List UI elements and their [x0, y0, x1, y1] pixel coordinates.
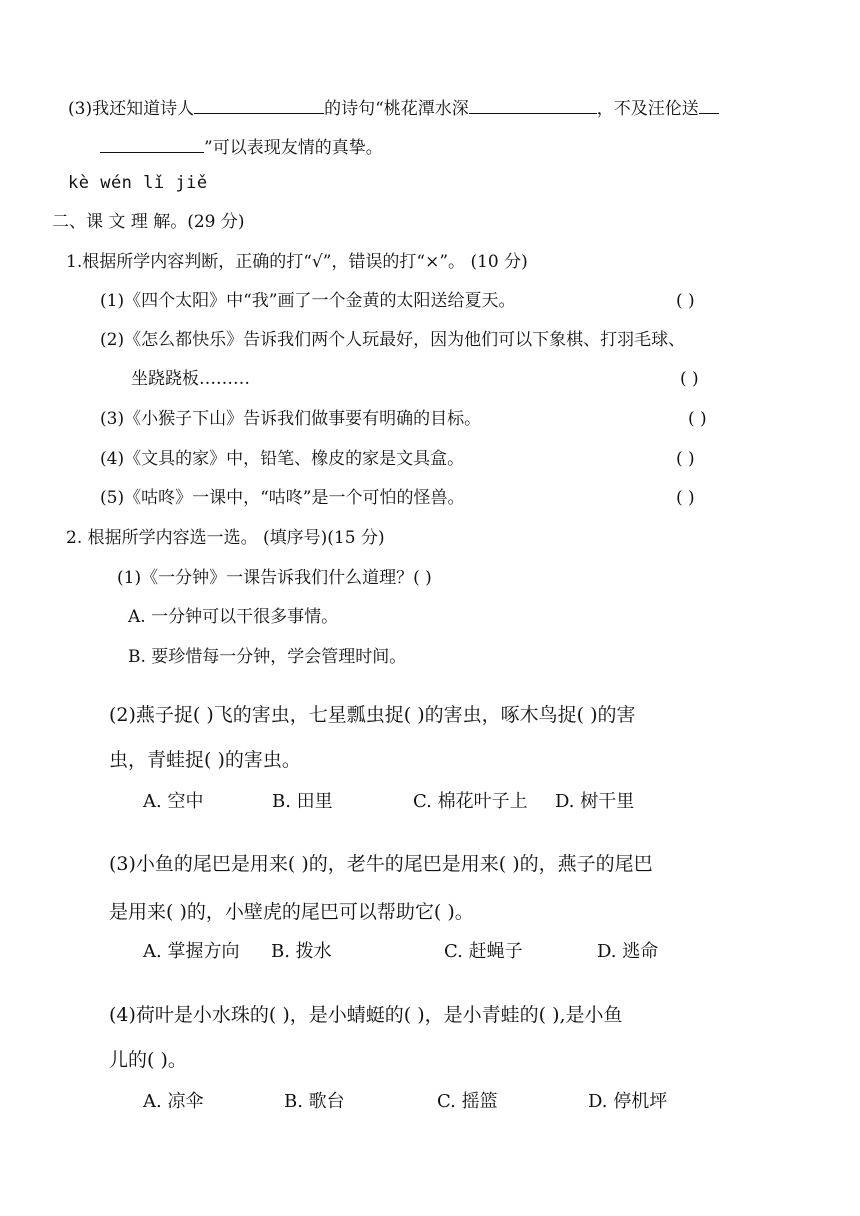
answer-blank-verse-2[interactable] — [100, 136, 204, 153]
choice-question-2-cont: 虫，青蛙捉( )的害虫。 — [109, 749, 301, 771]
answer-paren-2[interactable]: ( ) — [680, 369, 699, 389]
fill-blank-question-3 — [68, 97, 719, 118]
option-d: D. 停机坪 — [588, 1091, 668, 1112]
question-text: 的诗句“桃花潭水深 — [324, 99, 469, 119]
option-a: A. 凉伞 — [143, 1091, 204, 1112]
fill-blank-question-3-cont — [100, 136, 383, 157]
choice-question-4: (4)荷叶是小水珠的( )，是小蜻蜓的( )，是小青蛙的( ),是小鱼 — [109, 1004, 623, 1026]
choice-question-4-cont: 儿的( )。 — [109, 1049, 187, 1071]
choice-question-3-cont: 是用来( )的，小壁虎的尾巴可以帮助它( )。 — [109, 901, 474, 923]
option-c: C. 摇篮 — [437, 1091, 498, 1112]
choice-question-2: (2)燕子捉( )飞的害虫，七星瓢虫捉( )的害虫，啄木鸟捉( )的害 — [109, 704, 636, 726]
judge-item-4: (4)《文具的家》中，铅笔、橡皮的家是文具盒。 — [100, 449, 465, 469]
question-text: ”可以表现友情的真挚。 — [204, 138, 383, 158]
option-c: C. 棉花叶子上 — [413, 791, 528, 812]
choice-option-a: A. 一分钟可以干很多事情。 — [128, 607, 339, 627]
answer-paren-4[interactable]: ( ) — [676, 449, 695, 469]
question-text: ，不及汪伦送 — [596, 99, 699, 119]
answer-blank-verse-1[interactable] — [469, 97, 597, 114]
option-c: C. 赶蝇子 — [444, 941, 523, 962]
answer-paren-5[interactable]: ( ) — [676, 488, 695, 508]
answer-paren-1[interactable]: ( ) — [676, 291, 695, 311]
choice-question-1: (1)《一分钟》一课告诉我们什么道理？( ) — [117, 568, 432, 588]
judge-item-2: (2)《怎么都快乐》告诉我们两个人玩最好，因为他们可以下象棋、打羽毛球、 — [100, 330, 686, 350]
option-a: A. 空中 — [143, 791, 204, 812]
option-b: B. 歌台 — [284, 1091, 345, 1112]
question-text: (3)我还知道诗人 — [68, 99, 195, 119]
section-heading: 二、课 文 理 解。(29 分) — [52, 212, 245, 232]
judge-item-1: (1)《四个太阳》中“我”画了一个金黄的太阳送给夏天。 — [100, 291, 516, 311]
question-1-title: 1.根据所学内容判断，正确的打“√”，错误的打“×”。 (10 分) — [66, 252, 528, 272]
option-b: B. 田里 — [272, 791, 333, 812]
option-b: B. 拨水 — [271, 941, 332, 962]
question-2-title: 2. 根据所学内容选一选。 (填序号)(15 分) — [66, 528, 385, 548]
judge-item-3: (3)《小猴子下山》告诉我们做事要有明确的目标。 — [100, 409, 482, 429]
choice-question-3: (3)小鱼的尾巴是用来( )的，老牛的尾巴是用来( )的，燕子的尾巴 — [109, 853, 653, 875]
option-d: D. 逃命 — [597, 941, 659, 962]
option-d: D. 树干里 — [555, 791, 635, 812]
pinyin-annotation: kè wén lǐ jiě — [68, 173, 208, 193]
answer-paren-3[interactable]: ( ) — [688, 409, 707, 429]
answer-blank-poet[interactable] — [194, 97, 324, 114]
judge-item-2-cont: 坐跷跷板……… — [131, 369, 250, 389]
option-a: A. 掌握方向 — [143, 941, 240, 962]
judge-item-5: (5)《咕咚》一课中，“咕咚”是一个可怕的怪兽。 — [100, 488, 465, 508]
answer-blank-verse-2-start[interactable] — [699, 97, 719, 114]
choice-option-b: B. 要珍惜每一分钟，学会管理时间。 — [128, 647, 407, 667]
